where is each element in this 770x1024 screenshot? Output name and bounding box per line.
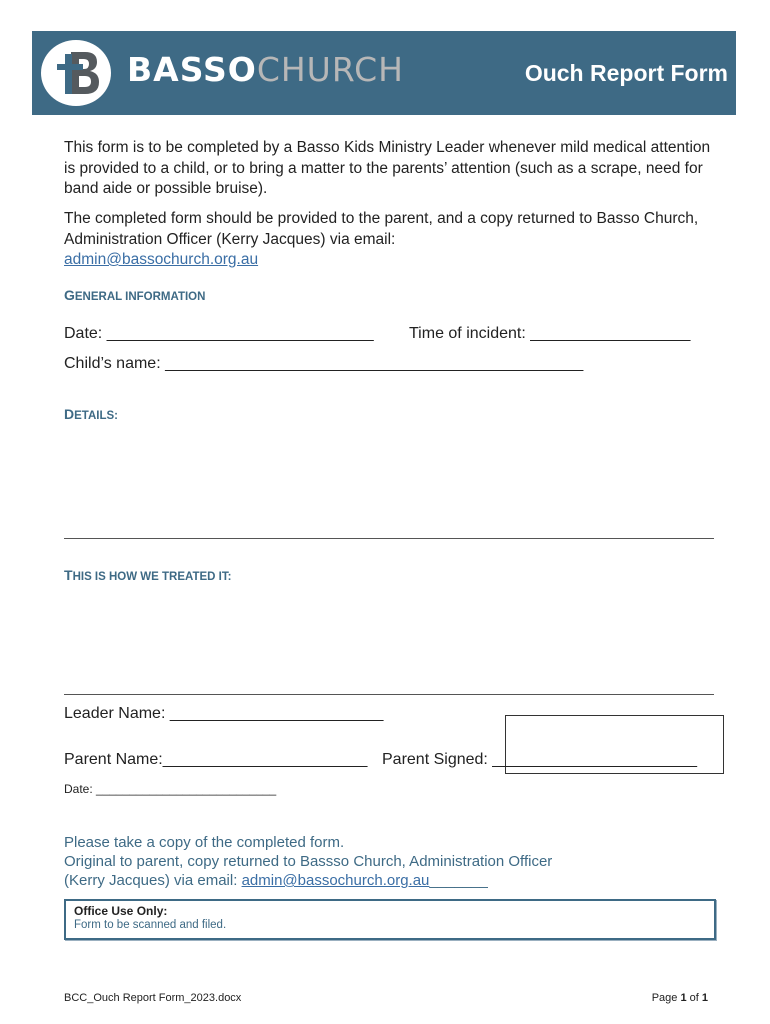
admin-email-link[interactable]: admin@bassochurch.org.au <box>64 251 259 268</box>
details-heading <box>64 406 118 422</box>
details-input-area[interactable] <box>64 430 714 530</box>
note-line-1: Please take a copy of the completed form. <box>64 834 345 851</box>
parent-name-field[interactable]: Parent Name:_______________________ <box>64 751 368 768</box>
logo <box>41 40 111 106</box>
page-total: 1 <box>701 992 708 1004</box>
footer-filename: BCC_Ouch Report Form_2023.docx <box>64 992 242 1004</box>
intro-paragraph-1: This form is to be completed by a Basso Kids Ministry Leader whenever mild medical attention is provided to a child, or to bring a matter to the parents’ attention (such as a scrape, need for band aide or possible bruise). <box>64 139 711 197</box>
heading-cap: G <box>64 287 75 303</box>
treatment-heading <box>64 567 231 583</box>
footer-page-number <box>652 992 708 1004</box>
office-use-title: Office Use Only: <box>74 904 168 918</box>
general-information-heading <box>64 287 205 303</box>
heading-cap: D <box>64 406 75 422</box>
basso-church-logo-icon <box>41 40 111 106</box>
office-use-subtitle: Form to be scanned and filed. <box>74 919 227 931</box>
note-trailing-rule: _______ <box>429 872 488 889</box>
signature-date-field[interactable]: Date: ___________________________ <box>64 782 277 796</box>
heading-rest: ETAILS: <box>74 410 118 422</box>
note-line-2: Original to parent, copy returned to Bassso Church, Administration Officer <box>64 853 553 870</box>
note-email-link[interactable]: admin@bassochurch.org.au <box>241 872 430 889</box>
brand-name <box>127 47 404 91</box>
date-field[interactable]: Date: ______________________________ <box>64 325 374 342</box>
brand-secondary: CHURCH <box>256 49 404 89</box>
page-of: of <box>686 992 702 1004</box>
intro-paragraph-2-text: The completed form should be provided to the parent, and a copy returned to Basso Church, Administration Officer (Kerry Jacques) via email: <box>64 210 699 248</box>
intro-paragraph-2 <box>64 209 724 271</box>
treatment-rule <box>64 694 714 695</box>
details-rule <box>64 538 714 539</box>
treatment-input-area[interactable] <box>64 592 714 684</box>
page-prefix: Page <box>651 992 681 1004</box>
page-current: 1 <box>680 992 687 1004</box>
parent-signed-field[interactable]: Parent Signed: _______________________ <box>382 751 697 768</box>
childs-name-field[interactable]: Child’s name: _______________________________________________ <box>64 355 584 372</box>
heading-rest: HIS IS HOW WE TREATED IT: <box>72 571 232 583</box>
heading-cap: T <box>64 567 73 583</box>
office-use-box <box>64 899 716 940</box>
time-of-incident-field[interactable]: Time of incident: __________________ <box>409 325 691 342</box>
note-line-3: (Kerry Jacques) via email: <box>64 872 242 889</box>
leader-name-field[interactable]: Leader Name: ________________________ <box>64 705 384 722</box>
form-title: Ouch Report Form <box>524 60 728 86</box>
instructions-note <box>64 833 684 890</box>
brand-primary: BASSO <box>127 49 257 89</box>
heading-rest: ENERAL INFORMATION <box>74 291 206 303</box>
